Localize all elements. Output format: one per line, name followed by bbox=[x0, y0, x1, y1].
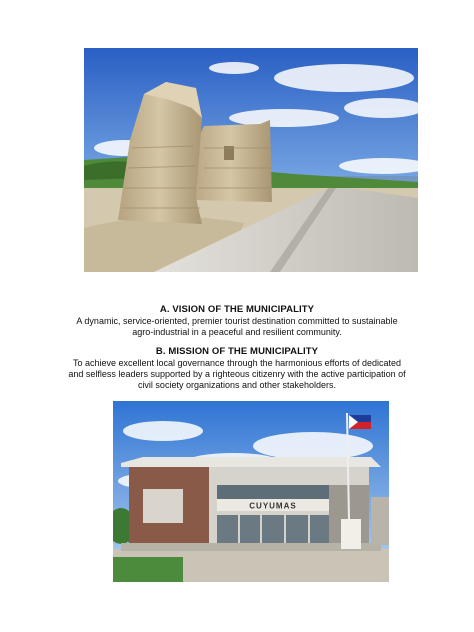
mission-heading: B. MISSION OF THE MUNICIPALITY bbox=[155, 346, 319, 357]
mission-text: To achieve excellent local governance through the harmonious efforts of dedicated and selfless leaders supported by a righteous citizenry with the active participation of civil society organizations and other stakeholders. bbox=[68, 358, 406, 390]
watchtower-ruins-photo bbox=[84, 48, 418, 272]
entrance-glass bbox=[217, 515, 329, 543]
municipal-hall-illustration bbox=[113, 401, 389, 582]
upper-windows bbox=[217, 485, 329, 499]
flag-pedestal bbox=[341, 519, 361, 549]
building-sign: CUYUMAS bbox=[249, 501, 297, 511]
vision-text: A dynamic, service-oriented, premier tourist destination committed to sustainable agro-industrial in a peaceful and resilient community. bbox=[76, 316, 398, 337]
ruin-wall bbox=[189, 120, 272, 202]
window-panel bbox=[143, 489, 183, 523]
annex-building bbox=[371, 497, 389, 545]
vision-heading: A. VISION OF THE MUNICIPALITY bbox=[159, 304, 315, 315]
watchtower-ruins-illustration bbox=[84, 48, 418, 272]
roof bbox=[121, 457, 381, 467]
philippine-flag-icon bbox=[349, 415, 371, 429]
lawn bbox=[113, 557, 183, 582]
municipal-hall-photo bbox=[113, 401, 389, 582]
mission-section bbox=[60, 346, 414, 391]
vision-section bbox=[60, 304, 414, 338]
